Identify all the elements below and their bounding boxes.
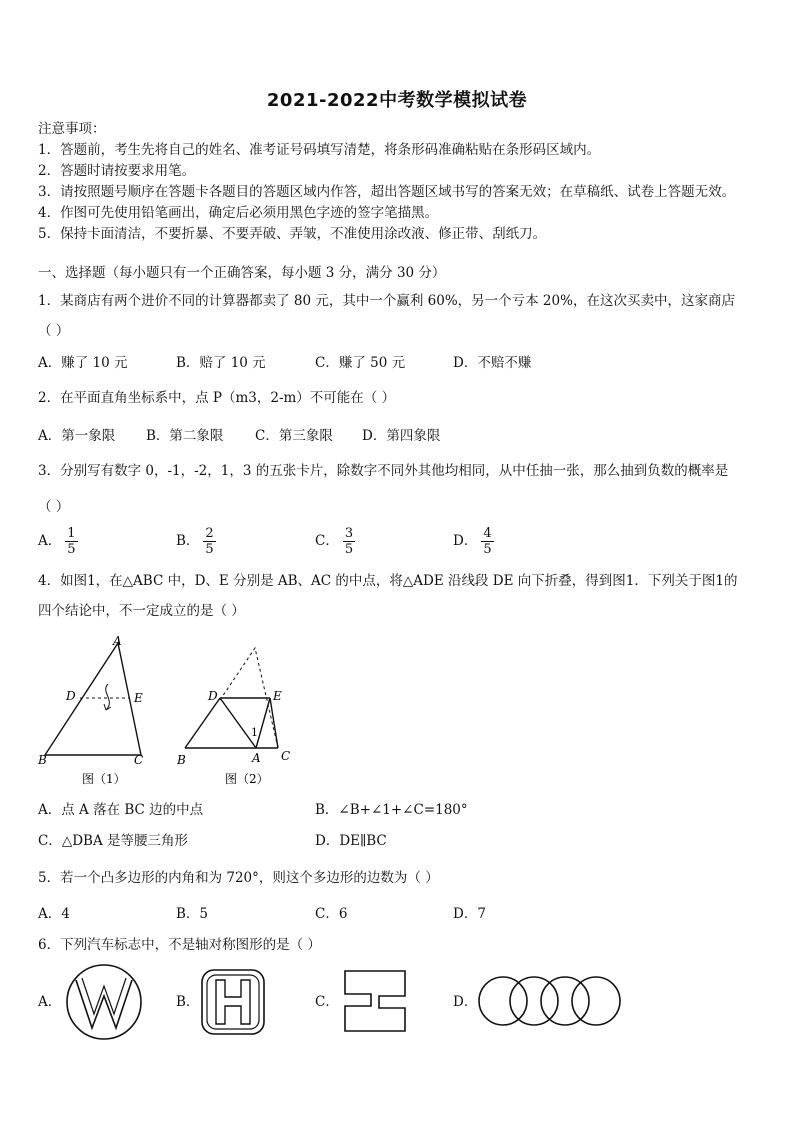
q4-option-b[interactable]: B．∠B+∠1+∠C=180° xyxy=(315,802,468,818)
q3-option-c[interactable] xyxy=(315,526,355,557)
fraction: $\frac{2}{5}$ xyxy=(205,526,214,557)
label-d: D xyxy=(66,689,76,703)
q4-figures xyxy=(30,630,300,790)
label-e: E xyxy=(273,689,282,703)
fraction: $\frac{3}{5}$ xyxy=(344,526,354,557)
notice-item: 2．答题时请按要求用笔。 xyxy=(38,163,196,179)
label-d: D xyxy=(208,689,218,703)
q2-option-c[interactable]: C．第三象限 xyxy=(255,428,333,444)
figure-1-triangle xyxy=(37,634,143,786)
fraction: $\frac{1}{5}$ xyxy=(67,526,76,557)
q5-option-b[interactable]: B．5 xyxy=(176,906,209,922)
q3-option-b[interactable] xyxy=(176,526,216,557)
q2-option-b[interactable]: B．第二象限 xyxy=(146,428,224,444)
option-label: B． xyxy=(176,533,200,549)
q6-option-c[interactable]: C． xyxy=(315,994,339,1010)
q2-option-a[interactable]: A．第一象限 xyxy=(38,428,116,444)
q1-option-b[interactable]: B．赔了 10 元 xyxy=(176,355,266,371)
q1-option-c[interactable]: C．赚了 50 元 xyxy=(315,355,406,371)
q5-option-c[interactable]: C．6 xyxy=(315,906,348,922)
notice-item: 5．保持卡面清洁，不要折暴、不要弄破、弄皱，不准使用涂改液、修正带、刮纸刀。 xyxy=(38,226,547,242)
label-c: C xyxy=(281,749,291,763)
q2-option-d[interactable]: D．第四象限 xyxy=(362,428,441,444)
figure-1-caption: 图（1） xyxy=(82,772,126,786)
question-2-stem: 2．在平面直角坐标系中，点 P（m3，2-m）不可能在（ ） xyxy=(38,390,396,406)
notice-item: 4．作图可先使用铅笔画出，确定后必须用黑色字迹的签字笔描黑。 xyxy=(38,205,439,221)
q4-option-c[interactable]: C．△DBA 是等腰三角形 xyxy=(38,833,188,849)
fraction: $\frac{4}{5}$ xyxy=(483,526,492,557)
label-b: B xyxy=(177,753,186,767)
label-c: C xyxy=(134,753,144,767)
label-a: A xyxy=(252,751,261,765)
figure-2-folded xyxy=(176,648,290,786)
section-heading: 一、选择题（每小题只有一个正确答案，每小题 3 分，满分 30 分） xyxy=(38,265,446,281)
question-3-stem: 3．分别写有数字 0，-1，-2，1，3 的五张卡片，除数字不同外其他均相同，从中任抽一张，那么抽到负数的概率是 xyxy=(38,463,729,479)
q6-option-a[interactable]: A． xyxy=(38,994,62,1010)
q6-option-b[interactable]: B． xyxy=(176,994,200,1010)
question-1-paren: （ ） xyxy=(38,323,70,339)
page-title: 2021-2022中考数学模拟试卷 xyxy=(266,90,528,111)
notice-heading: 注意事项： xyxy=(38,121,106,137)
q1-option-d[interactable]: D．不赔不赚 xyxy=(453,355,532,371)
question-5-stem: 5．若一个凸多边形的内角和为 720°，则这个多边形的边数为（ ） xyxy=(38,870,439,886)
q6-option-d[interactable]: D． xyxy=(453,994,478,1010)
q3-option-d[interactable] xyxy=(453,526,494,557)
option-label: C． xyxy=(315,533,339,549)
label-b: B xyxy=(38,753,47,767)
q4-option-a[interactable]: A．点 A 落在 BC 边的中点 xyxy=(38,802,204,818)
question-3-paren: （ ） xyxy=(38,499,70,515)
label-a: A xyxy=(113,634,122,648)
honda-logo-icon xyxy=(198,966,268,1038)
notice-item: 3．请按照题号顺序在答题卡各题目的答题区域内作答，超出答题区域书写的答案无效；在草稿纸、试卷上答题无效。 xyxy=(38,184,736,200)
label-angle-1: 1 xyxy=(251,726,258,739)
q3-option-a[interactable] xyxy=(38,526,78,557)
q5-option-a[interactable]: A．4 xyxy=(38,906,70,922)
q4-option-d[interactable]: D．DE∥BC xyxy=(315,833,387,849)
question-4-stem: 4．如图1，在△ABC 中，D、E 分别是 AB、AC 的中点，将△ADE 沿线段 DE 向下折叠，得到图1．下列关于图1的 xyxy=(38,573,738,589)
option-label: A． xyxy=(38,533,62,549)
notice-item: 1．答题前，考生先将自己的姓名、准考证号码填写清楚，将条形码准确粘贴在条形码区域内。 xyxy=(38,142,601,158)
audi-rings-icon xyxy=(476,970,624,1032)
vw-logo-icon xyxy=(62,962,146,1042)
figure-2-caption: 图（2） xyxy=(225,772,269,786)
label-e: E xyxy=(134,691,143,705)
square-logo-icon xyxy=(341,968,409,1034)
q1-option-a[interactable]: A．赚了 10 元 xyxy=(38,355,128,371)
question-6-stem: 6．下列汽车标志中，不是轴对称图形的是（ ） xyxy=(38,937,321,953)
question-1-stem: 1．某商店有两个进价不同的计算器都卖了 80 元，其中一个赢利 60%，另一个亏本 20%，在这次买卖中，这家商店 xyxy=(38,293,735,309)
q5-option-d[interactable]: D．7 xyxy=(453,906,486,922)
option-label: D． xyxy=(453,533,478,549)
question-4-stem-cont: 四个结论中，不一定成立的是（ ） xyxy=(38,603,245,619)
